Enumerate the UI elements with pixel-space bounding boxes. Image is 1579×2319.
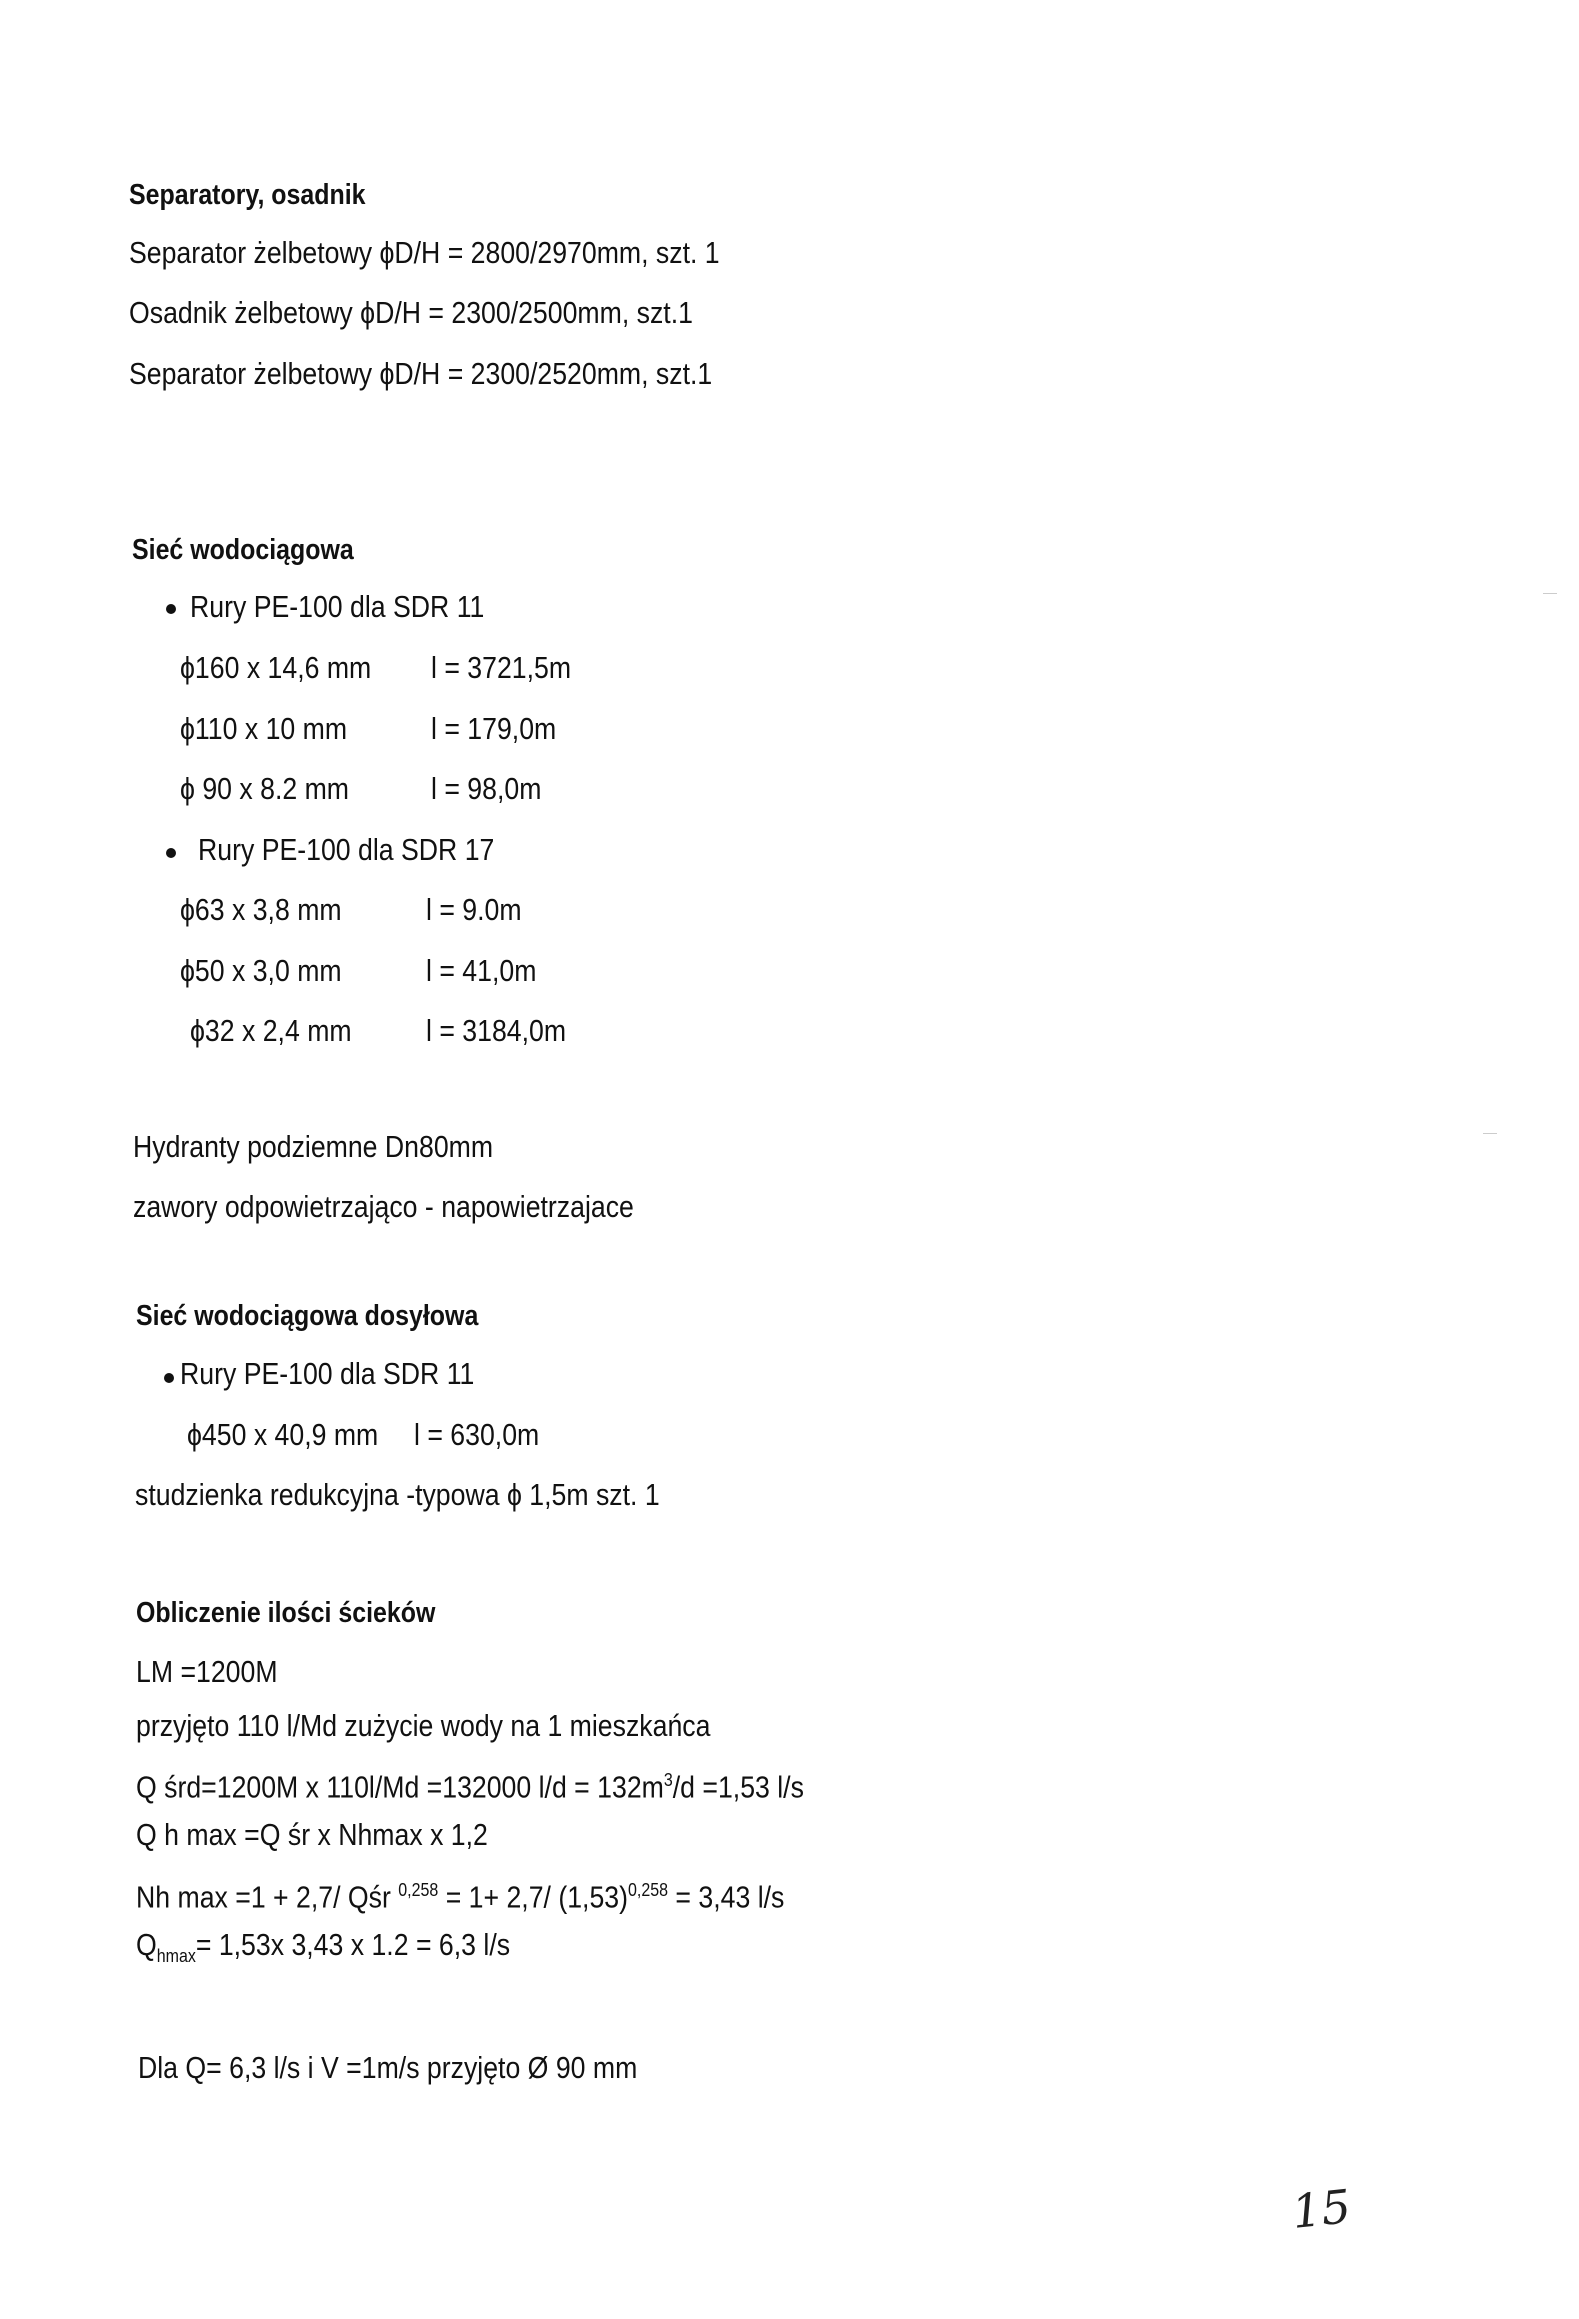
q-result-line [136, 1925, 510, 1976]
lm-line: LM =1200M [136, 1654, 278, 1689]
pipe-length: l = 179,0m [431, 711, 557, 746]
group2-label: Rury PE-100 dla SDR 17 [198, 832, 495, 867]
pipe-dim: ϕ450 x 40,9 mm [187, 1417, 379, 1452]
qsrd-exponent: 3 [663, 1769, 673, 1790]
pipe-dim: ϕ63 x 3,8 mm [180, 892, 342, 927]
heading-siec-dosylowa: Sieć wodociągowa dosyłowa [136, 1300, 479, 1332]
heading-siec-wodociagowa: Sieć wodociągowa [132, 534, 354, 566]
bullet-icon [164, 1373, 174, 1383]
heading-separatory: Separatory, osadnik [129, 179, 366, 211]
qsrd-text: Q śrd=1200M x 110l/Md =132000 l/d = 132m [136, 1769, 664, 1805]
pipe-dim: ϕ32 x 2,4 mm [190, 1013, 352, 1048]
nh-text: Nh max =1 + 2,7/ Qśr [136, 1879, 399, 1915]
q-subscript: hmax [156, 1945, 196, 1967]
q-symbol: Q [136, 1927, 157, 1962]
heading-obliczenie: Obliczenie ilości ścieków [136, 1597, 436, 1629]
pipe-dim: ϕ160 x 14,6 mm [180, 650, 372, 685]
bullet-icon [166, 604, 176, 614]
dosylowa-label: Rury PE-100 dla SDR 11 [180, 1356, 475, 1391]
pipe-dim: ϕ110 x 10 mm [180, 711, 348, 746]
osadnik-line: Osadnik żelbetowy ϕD/H = 2300/2500mm, szt.1 [129, 295, 693, 330]
scan-speck [1543, 593, 1557, 594]
page-number: 15 [1289, 2179, 1354, 2239]
qsrd-text-end: /d =1,53 l/s [672, 1769, 804, 1805]
q-result-text: = 1,53x 3,43 x 1.2 = 6,3 l/s [195, 1927, 511, 1962]
hydranty-line: Hydranty podziemne Dn80mm [133, 1129, 494, 1164]
zawory-line: zawory odpowietrzająco - napowietrzajace [133, 1189, 634, 1224]
nh-exponent-1: 0,258 [398, 1879, 439, 1900]
qsrd-line [136, 1760, 804, 1807]
separator-line-1: Separator żelbetowy ϕD/H = 2800/2970mm, szt. 1 [129, 235, 720, 270]
pipe-dim: ϕ50 x 3,0 mm [180, 953, 342, 988]
qhmax-line: Q h max =Q śr x Nhmax x 1,2 [136, 1817, 488, 1852]
pipe-length: l = 3184,0m [426, 1013, 567, 1048]
separator-line-2: Separator żelbetowy ϕD/H = 2300/2520mm, szt.1 [129, 356, 713, 391]
dla-line: Dla Q= 6,3 l/s i V =1m/s przyjęto Ø 90 mm [138, 2050, 638, 2085]
nh-text-end: = 3,43 l/s [668, 1879, 785, 1915]
bullet-icon [166, 848, 176, 858]
pipe-length: l = 630,0m [414, 1417, 540, 1452]
pipe-dim: ϕ 90 x 8.2 mm [180, 771, 350, 806]
pipe-length: l = 41,0m [426, 953, 537, 988]
pipe-length: l = 9.0m [426, 892, 522, 927]
pipe-length: l = 98,0m [431, 771, 542, 806]
pipe-length: l = 3721,5m [431, 650, 572, 685]
nh-text-mid: = 1+ 2,7/ (1,53) [438, 1879, 629, 1915]
nh-exponent-2: 0,258 [628, 1879, 669, 1900]
scan-speck [1483, 1133, 1497, 1134]
nh-line [136, 1870, 784, 1917]
przyjeto-line: przyjęto 110 l/Md zużycie wody na 1 mieszkańca [136, 1708, 711, 1743]
studzienka-line: studzienka redukcyjna -typowa ϕ 1,5m szt. 1 [135, 1477, 660, 1512]
group1-label: Rury PE-100 dla SDR 11 [190, 589, 485, 624]
